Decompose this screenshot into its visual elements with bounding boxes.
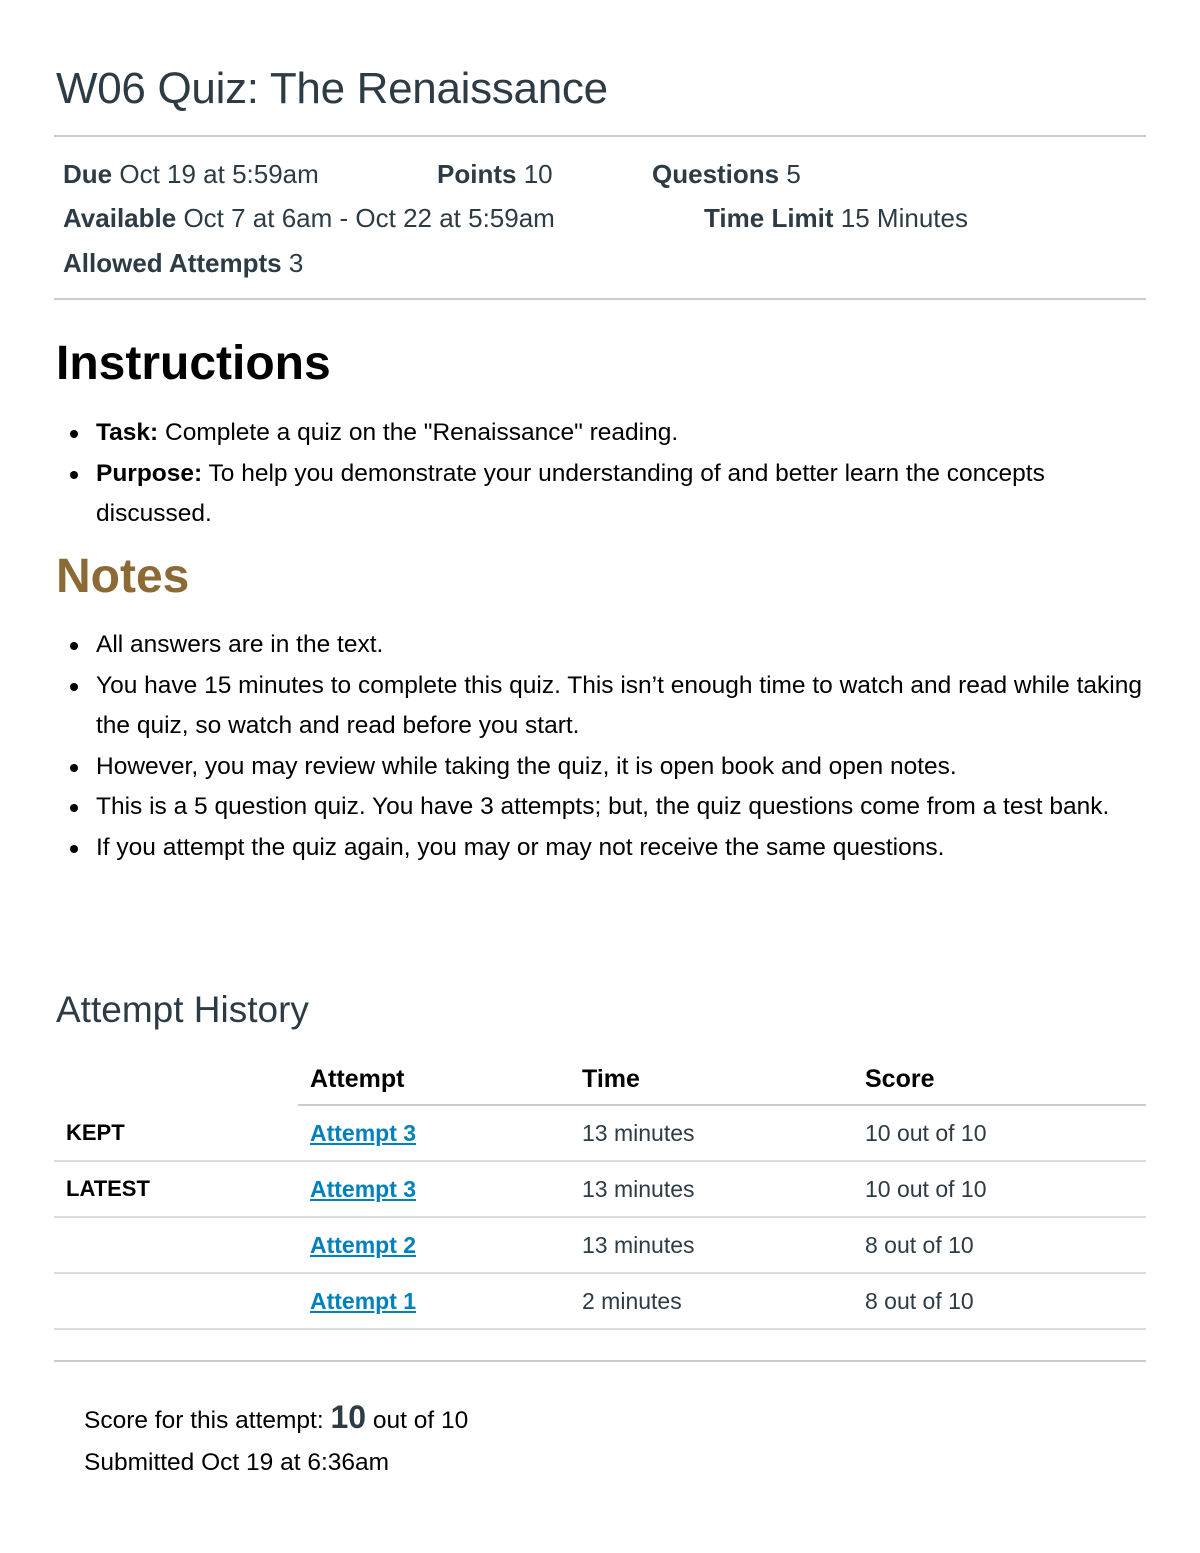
attempt-score: 8 out of 10 [865, 1287, 974, 1314]
table-row [54, 1105, 1146, 1161]
table-row [54, 1217, 1146, 1273]
allowed-attempts-detail: Allowed Attempts 3 [63, 248, 304, 278]
attempt-score: 10 out of 10 [865, 1175, 987, 1202]
points-value: 10 [523, 159, 553, 189]
allowed-attempts-value: 3 [288, 248, 304, 278]
attempt-link[interactable]: Attempt 3 [310, 1119, 417, 1146]
instructions-heading: Instructions [56, 337, 331, 390]
attempt-link[interactable]: Attempt 2 [310, 1231, 417, 1258]
time-limit-value: 15 Minutes [840, 203, 968, 233]
instructions-list [54, 413, 1146, 535]
page-title: W06 Quiz: The Renaissance [56, 64, 608, 113]
due-value: Oct 19 at 5:59am [119, 159, 319, 189]
column-header-score: Score [865, 1054, 1146, 1105]
attempt-history-heading: Attempt History [56, 989, 309, 1030]
points-detail: Points 10 [437, 159, 553, 189]
score-value: 10 [330, 1399, 367, 1435]
column-header-attempt: Attempt [298, 1054, 582, 1105]
attempt-time: 2 minutes [582, 1287, 682, 1314]
table-header-row [54, 1054, 1146, 1105]
attempt-result [84, 1396, 468, 1484]
due-detail: Due Oct 19 at 5:59am [63, 159, 319, 189]
attempt-time: 13 minutes [582, 1119, 695, 1146]
divider [54, 135, 1146, 137]
available-value: Oct 7 at 6am - Oct 22 at 5:59am [183, 203, 555, 233]
time-limit-detail: Time Limit 15 Minutes [704, 203, 968, 233]
notes-list [54, 625, 1146, 868]
table-row [54, 1161, 1146, 1217]
attempt-history-table [54, 1054, 1146, 1330]
available-detail: Available Oct 7 at 6am - Oct 22 at 5:59am [63, 203, 555, 233]
list-item: However, you may review while taking the quiz, it is open book and open notes. [96, 747, 1146, 788]
divider [54, 1360, 1146, 1362]
attempt-time: 13 minutes [582, 1231, 695, 1258]
questions-detail: Questions 5 [652, 159, 801, 189]
attempt-score: 10 out of 10 [865, 1119, 987, 1146]
questions-value: 5 [786, 159, 801, 189]
submitted-line: Submitted Oct 19 at 6:36am [84, 1449, 390, 1476]
attempt-score: 8 out of 10 [865, 1231, 974, 1258]
divider [54, 298, 1146, 300]
list-item: All answers are in the text. [96, 625, 1146, 666]
list-item: Purpose: To help you demonstrate your understanding of and better learn the concepts discussed. [96, 454, 1146, 535]
attempt-link[interactable]: Attempt 1 [310, 1287, 417, 1314]
list-item: This is a 5 question quiz. You have 3 attempts; but, the quiz questions come from a test bank. [96, 787, 1146, 828]
row-status-label: LATEST [66, 1176, 150, 1201]
attempt-time: 13 minutes [582, 1175, 695, 1202]
list-item: If you attempt the quiz again, you may or may not receive the same questions. [96, 828, 1146, 869]
list-item: You have 15 minutes to complete this quiz. This isn’t enough time to watch and read while taking the quiz, so watch and read before you start. [96, 666, 1146, 747]
column-header-time: Time [582, 1054, 865, 1105]
attempt-link[interactable]: Attempt 3 [310, 1175, 417, 1202]
list-item: Task: Complete a quiz on the "Renaissance" reading. [96, 413, 1146, 454]
score-line: Score for this attempt: 10 out of 10 [84, 1399, 469, 1435]
column-header-label [54, 1054, 298, 1105]
row-status-label: KEPT [66, 1119, 125, 1145]
notes-heading: Notes [56, 550, 190, 603]
table-row [54, 1273, 1146, 1329]
